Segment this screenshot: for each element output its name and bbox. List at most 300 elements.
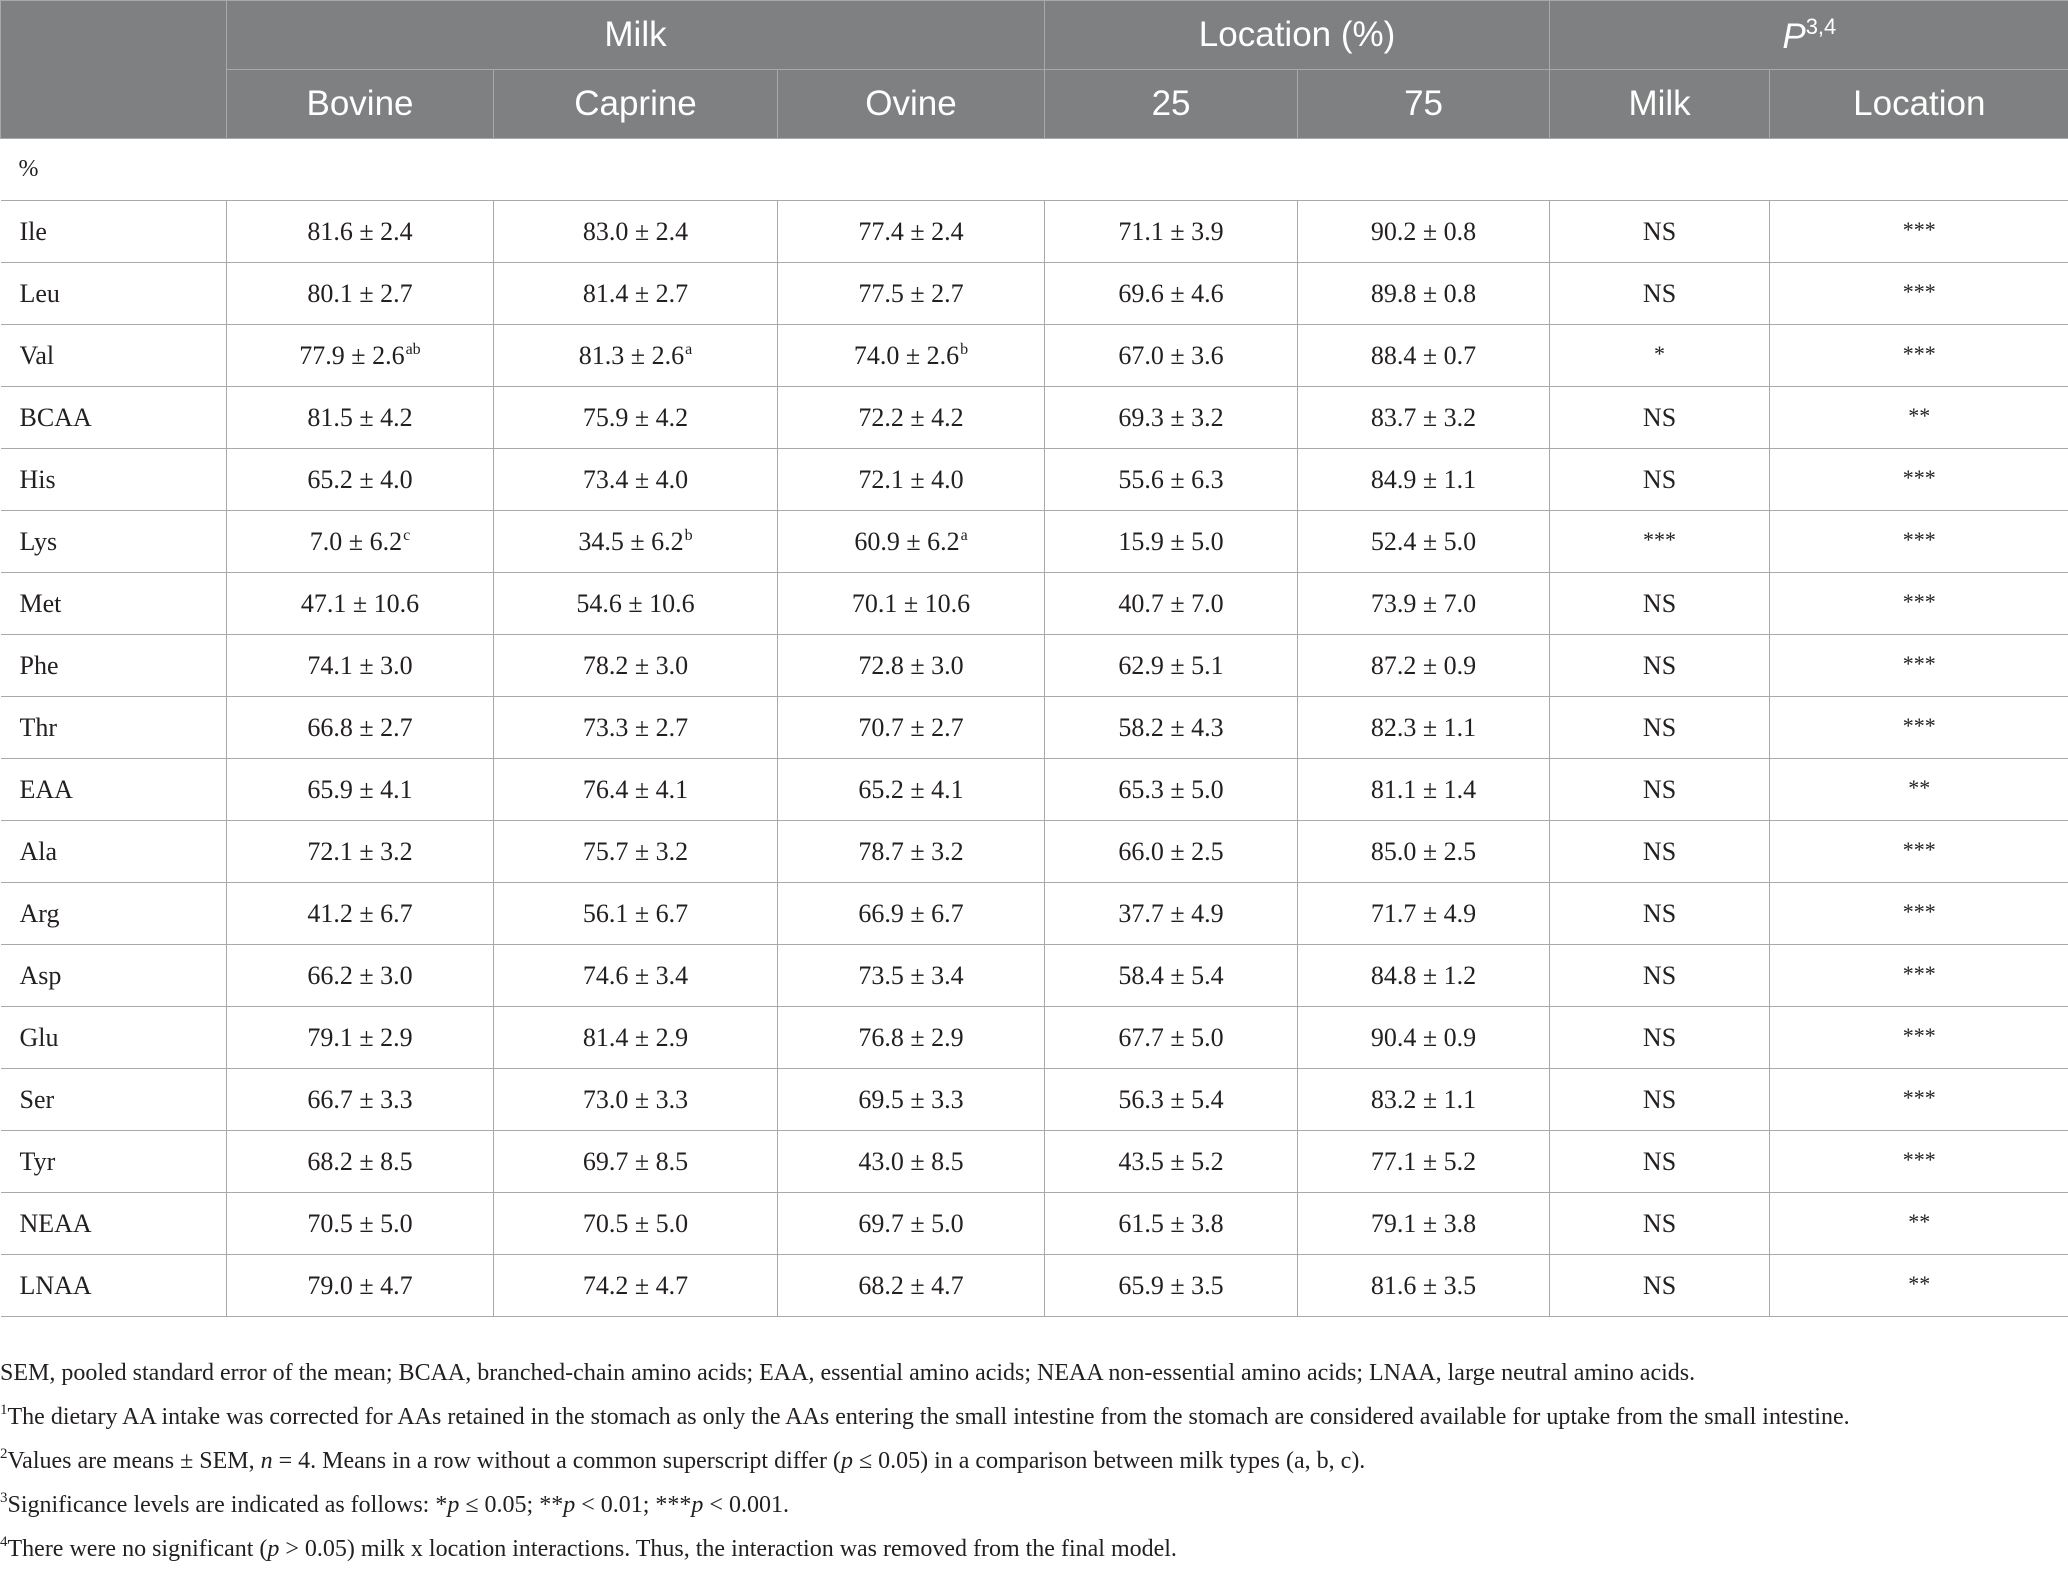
row-label: [1, 759, 227, 821]
row-label: [1, 1069, 227, 1131]
cell-location-25: [1045, 821, 1298, 883]
cell-location-25-value: 69.3 ± 3.2: [1118, 402, 1224, 432]
cell-caprine: [494, 263, 778, 325]
row-label: [1, 1131, 227, 1193]
cell-bovine: [227, 883, 494, 945]
cell-p-milk-value: *: [1654, 341, 1666, 366]
row-label-value: Ala: [19, 836, 58, 866]
cell-p-location: [1770, 201, 2068, 263]
cell-ovine-value: 72.2 ± 4.2: [858, 402, 964, 432]
cell-p-milk-value: NS: [1642, 464, 1677, 494]
cell-location-75: [1298, 325, 1550, 387]
footnote-2: [0, 1436, 2040, 1480]
header-caprine: Caprine: [494, 70, 778, 139]
cell-p-milk: [1550, 759, 1770, 821]
cell-bovine-value: 65.9 ± 4.1: [307, 774, 413, 804]
cell-location-25: [1045, 449, 1298, 511]
cell-location-25: [1045, 1255, 1298, 1317]
cell-bovine-value: 66.8 ± 2.7: [307, 712, 413, 742]
footnote-2-text-b: = 4. Means in a row without a common superscript differ (: [272, 1448, 841, 1474]
cell-p-milk-value: NS: [1642, 1270, 1677, 1300]
cell-p-milk: [1550, 945, 1770, 1007]
cell-p-milk: [1550, 573, 1770, 635]
cell-p-milk: [1550, 387, 1770, 449]
cell-caprine-value: 70.5 ± 5.0: [582, 1208, 689, 1238]
cell-location-25-value: 67.0 ± 3.6: [1118, 340, 1224, 370]
table-row: [1, 201, 2068, 263]
cell-bovine: [227, 449, 494, 511]
cell-location-75: [1298, 1131, 1550, 1193]
cell-bovine-value: 74.1 ± 3.0: [307, 650, 413, 680]
cell-bovine-value: 66.7 ± 3.3: [307, 1084, 413, 1114]
table-row: [1, 387, 2068, 449]
row-label-value: Glu: [19, 1022, 59, 1052]
cell-p-milk-value: NS: [1642, 960, 1677, 990]
footnote-2-text-c: ≤ 0.05) in a comparison between milk types (a, b, c).: [852, 1448, 1366, 1474]
cell-caprine: [494, 821, 778, 883]
table-body: [1, 139, 2068, 1317]
cell-ovine: [778, 1193, 1045, 1255]
cell-p-milk-value: NS: [1642, 898, 1677, 928]
table-row: [1, 759, 2068, 821]
cell-location-25: [1045, 201, 1298, 263]
footnote-2-p: p: [840, 1448, 853, 1474]
cell-p-milk-value: NS: [1642, 278, 1677, 308]
row-label: [1, 1255, 227, 1317]
cell-location-25: [1045, 635, 1298, 697]
cell-p-location-value: **: [1908, 1209, 1931, 1234]
table-row: [1, 1007, 2068, 1069]
cell-ovine-value: 76.8 ± 2.9: [858, 1022, 964, 1052]
cell-ovine-value: 60.9 ± 6.2: [854, 526, 960, 556]
table-row: [1, 263, 2068, 325]
row-label: [1, 945, 227, 1007]
footnote-4: [0, 1524, 2040, 1568]
cell-bovine: [227, 635, 494, 697]
cell-p-milk: [1550, 1069, 1770, 1131]
cell-p-milk: [1550, 201, 1770, 263]
cell-location-75-value: 83.2 ± 1.1: [1370, 1084, 1477, 1114]
cell-bovine-superscript: ab: [405, 340, 421, 358]
cell-location-75-value: 81.6 ± 3.5: [1370, 1270, 1477, 1300]
table-row: [1, 1255, 2068, 1317]
cell-location-25: [1045, 1069, 1298, 1131]
row-label-value: Leu: [19, 278, 60, 308]
cell-location-75-value: 81.1 ± 1.4: [1370, 774, 1477, 804]
cell-location-75: [1298, 201, 1550, 263]
table-row: [1, 1193, 2068, 1255]
cell-ovine: [778, 1131, 1045, 1193]
cell-location-25-value: 66.0 ± 2.5: [1118, 836, 1224, 866]
cell-p-milk-value: NS: [1642, 588, 1677, 618]
cell-bovine-value: 65.2 ± 4.0: [307, 464, 413, 494]
cell-bovine-value: 79.0 ± 4.7: [307, 1270, 413, 1300]
header-location-25: 25: [1045, 70, 1298, 139]
cell-bovine-value: 80.1 ± 2.7: [307, 278, 413, 308]
cell-caprine: [494, 201, 778, 263]
cell-p-milk: [1550, 325, 1770, 387]
cell-caprine-value: 75.7 ± 3.2: [582, 836, 689, 866]
header-ovine: Ovine: [778, 70, 1045, 139]
cell-ovine: [778, 1255, 1045, 1317]
cell-location-25-value: 58.2 ± 4.3: [1118, 712, 1224, 742]
cell-bovine-value: 72.1 ± 3.2: [307, 836, 413, 866]
footnote-abbreviations: SEM, pooled standard error of the mean; BCAA, branched-chain amino acids; EAA, essential amino acids; NEAA non-essential amino acids; LNAA, large neutral amino acids.: [0, 1360, 1696, 1386]
cell-ovine-value: 77.5 ± 2.7: [858, 278, 964, 308]
cell-caprine-value: 81.3 ± 2.6: [578, 340, 685, 370]
cell-ovine: [778, 759, 1045, 821]
footnote-3-mark: 3: [0, 1490, 8, 1506]
cell-ovine: [778, 263, 1045, 325]
cell-ovine: [778, 883, 1045, 945]
cell-caprine-value: 56.1 ± 6.7: [582, 898, 689, 928]
cell-location-25: [1045, 945, 1298, 1007]
cell-caprine: [494, 449, 778, 511]
cell-bovine: [227, 325, 494, 387]
cell-location-25-value: 65.9 ± 3.5: [1118, 1270, 1224, 1300]
row-label-value: Met: [19, 588, 62, 618]
cell-p-milk: [1550, 511, 1770, 573]
cell-location-25-value: 65.3 ± 5.0: [1118, 774, 1224, 804]
cell-p-milk: [1550, 1193, 1770, 1255]
cell-ovine: [778, 449, 1045, 511]
cell-p-location: [1770, 821, 2068, 883]
cell-bovine: [227, 387, 494, 449]
cell-p-location-value: ***: [1902, 341, 1936, 366]
header-location-group: Location (%): [1045, 1, 1550, 70]
cell-location-25: [1045, 511, 1298, 573]
header-p-location: Location: [1770, 70, 2068, 139]
cell-p-location-value: ***: [1902, 217, 1936, 242]
cell-location-75: [1298, 387, 1550, 449]
cell-p-milk-value: NS: [1642, 650, 1677, 680]
cell-location-25-value: 67.7 ± 5.0: [1118, 1022, 1224, 1052]
cell-p-milk: [1550, 1255, 1770, 1317]
row-label: [1, 387, 227, 449]
header-p-group: [1550, 1, 2068, 70]
cell-caprine-value: 73.0 ± 3.3: [582, 1084, 689, 1114]
cell-caprine-value: 74.2 ± 4.7: [582, 1270, 689, 1300]
cell-ovine-value: 70.7 ± 2.7: [858, 712, 964, 742]
p-letter: P: [1782, 16, 1806, 56]
row-label-value: Lys: [19, 526, 58, 556]
cell-bovine: [227, 1069, 494, 1131]
cell-caprine-value: 76.4 ± 4.1: [582, 774, 689, 804]
cell-location-75: [1298, 1069, 1550, 1131]
row-label-value: Thr: [19, 712, 58, 742]
cell-bovine-value: 66.2 ± 3.0: [307, 960, 413, 990]
cell-ovine: [778, 945, 1045, 1007]
cell-location-75-value: 79.1 ± 3.8: [1370, 1208, 1477, 1238]
row-label-value: His: [19, 464, 56, 494]
table-row: [1, 573, 2068, 635]
cell-caprine: [494, 1255, 778, 1317]
cell-ovine-value: 78.7 ± 3.2: [858, 836, 964, 866]
row-label: [1, 573, 227, 635]
row-label: [1, 1193, 227, 1255]
footnote-3-text-a: Significance levels are indicated as follows: *: [7, 1492, 448, 1518]
cell-ovine-superscript: b: [960, 340, 969, 358]
cell-location-75-value: 83.7 ± 3.2: [1370, 402, 1477, 432]
cell-ovine-value: 69.5 ± 3.3: [858, 1084, 964, 1114]
cell-bovine: [227, 1193, 494, 1255]
cell-location-75: [1298, 945, 1550, 1007]
cell-p-milk-value: NS: [1642, 1208, 1677, 1238]
row-label: [1, 821, 227, 883]
cell-p-location: [1770, 883, 2068, 945]
cell-p-location: [1770, 511, 2068, 573]
cell-p-location-value: ***: [1902, 651, 1936, 676]
cell-p-location: [1770, 1069, 2068, 1131]
cell-location-75: [1298, 883, 1550, 945]
footnote-2-n: n: [260, 1448, 273, 1474]
footnote-3-p2: p: [563, 1492, 576, 1518]
cell-caprine: [494, 1193, 778, 1255]
cell-bovine: [227, 821, 494, 883]
cell-caprine: [494, 1069, 778, 1131]
cell-location-75: [1298, 697, 1550, 759]
cell-location-75: [1298, 821, 1550, 883]
cell-p-location-value: ***: [1902, 1147, 1936, 1172]
cell-p-location-value: **: [1908, 775, 1931, 800]
cell-p-location: [1770, 1131, 2068, 1193]
cell-p-location: [1770, 1255, 2068, 1317]
cell-p-milk: [1550, 821, 1770, 883]
header-location-75: 75: [1298, 70, 1550, 139]
cell-ovine-value: 72.8 ± 3.0: [858, 650, 964, 680]
unit-row: [1, 139, 2068, 201]
cell-p-milk: [1550, 449, 1770, 511]
cell-location-25-value: 69.6 ± 4.6: [1118, 278, 1224, 308]
row-label-value: Asp: [19, 960, 62, 990]
row-label: [1, 449, 227, 511]
cell-p-location-value: ***: [1902, 279, 1936, 304]
cell-p-location-value: ***: [1902, 899, 1936, 924]
cell-p-milk-value: NS: [1642, 216, 1677, 246]
cell-p-location: [1770, 759, 2068, 821]
footnote-4-mark: 4: [0, 1534, 8, 1550]
cell-caprine-value: 78.2 ± 3.0: [582, 650, 689, 680]
cell-bovine: [227, 1131, 494, 1193]
cell-caprine-value: 81.4 ± 2.9: [582, 1022, 689, 1052]
row-label: [1, 263, 227, 325]
cell-p-location-value: ***: [1902, 527, 1936, 552]
row-label: [1, 635, 227, 697]
cell-location-75-value: 88.4 ± 0.7: [1370, 340, 1477, 370]
cell-caprine-value: 83.0 ± 2.4: [582, 216, 689, 246]
cell-p-milk-value: NS: [1642, 712, 1677, 742]
cell-caprine-value: 54.6 ± 10.6: [576, 588, 695, 618]
cell-p-location: [1770, 1193, 2068, 1255]
row-label-value: Val: [19, 340, 55, 370]
footnote-1: [0, 1392, 2040, 1436]
cell-location-75-value: 87.2 ± 0.9: [1370, 650, 1477, 680]
cell-p-location: [1770, 573, 2068, 635]
cell-location-75: [1298, 263, 1550, 325]
cell-bovine: [227, 573, 494, 635]
cell-ovine-value: 65.2 ± 4.1: [858, 774, 964, 804]
cell-bovine: [227, 201, 494, 263]
cell-caprine: [494, 1007, 778, 1069]
cell-location-25: [1045, 883, 1298, 945]
cell-bovine-value: 41.2 ± 6.7: [307, 898, 413, 928]
header-bovine: Bovine: [227, 70, 494, 139]
cell-caprine: [494, 1131, 778, 1193]
cell-location-25: [1045, 387, 1298, 449]
table-row: [1, 1131, 2068, 1193]
footnote-1-text: The dietary AA intake was corrected for AAs retained in the stomach as only the AAs entering the small intestine from the stomach are considered available for uptake from the small intestine.: [7, 1404, 1850, 1430]
cell-caprine-value: 81.4 ± 2.7: [582, 278, 689, 308]
cell-bovine-value: 47.1 ± 10.6: [300, 588, 420, 618]
cell-p-location: [1770, 1007, 2068, 1069]
cell-p-milk: [1550, 1131, 1770, 1193]
cell-p-milk: [1550, 263, 1770, 325]
cell-bovine: [227, 945, 494, 1007]
cell-bovine: [227, 697, 494, 759]
cell-p-milk: [1550, 697, 1770, 759]
cell-caprine: [494, 573, 778, 635]
cell-p-location: [1770, 697, 2068, 759]
cell-ovine-value: 66.9 ± 6.7: [858, 898, 964, 928]
cell-location-25-value: 58.4 ± 5.4: [1118, 960, 1224, 990]
table-row: [1, 821, 2068, 883]
cell-p-location-value: **: [1908, 403, 1931, 428]
cell-bovine-value: 68.2 ± 8.5: [307, 1146, 413, 1176]
cell-ovine-value: 72.1 ± 4.0: [858, 464, 964, 494]
table-row: [1, 1069, 2068, 1131]
row-label-value: BCAA: [19, 402, 92, 432]
cell-p-milk-value: NS: [1642, 774, 1677, 804]
cell-caprine: [494, 883, 778, 945]
cell-p-location-value: ***: [1902, 713, 1936, 738]
cell-location-25-value: 71.1 ± 3.9: [1118, 216, 1224, 246]
cell-location-25: [1045, 759, 1298, 821]
cell-bovine-value: 7.0 ± 6.2: [309, 526, 403, 556]
cell-location-25: [1045, 697, 1298, 759]
cell-location-25-value: 43.5 ± 5.2: [1118, 1146, 1224, 1176]
footnote-3-p3: p: [691, 1492, 704, 1518]
row-label: [1, 1007, 227, 1069]
cell-ovine-superscript: a: [960, 526, 968, 544]
cell-location-25: [1045, 1131, 1298, 1193]
row-label-value: Arg: [19, 898, 60, 928]
cell-ovine: [778, 387, 1045, 449]
cell-p-location: [1770, 635, 2068, 697]
footnote-3-text-c: < 0.01; ***: [575, 1492, 692, 1518]
cell-p-milk: [1550, 883, 1770, 945]
cell-location-75-value: 52.4 ± 5.0: [1370, 526, 1477, 556]
footnote-2-text-a: Values are means ± SEM,: [7, 1448, 261, 1474]
cell-ovine: [778, 201, 1045, 263]
cell-location-75-value: 84.9 ± 1.1: [1370, 464, 1477, 494]
cell-location-75: [1298, 759, 1550, 821]
cell-location-25: [1045, 325, 1298, 387]
cell-caprine-superscript: a: [685, 340, 693, 358]
cell-ovine-value: 70.1 ± 10.6: [851, 588, 971, 618]
cell-p-location-value: ***: [1902, 837, 1936, 862]
unit-label: %: [1, 139, 2068, 201]
cell-p-location-value: ***: [1902, 961, 1936, 986]
cell-caprine: [494, 325, 778, 387]
cell-ovine-value: 77.4 ± 2.4: [858, 216, 964, 246]
cell-caprine-superscript: b: [684, 526, 693, 544]
cell-location-25-value: 56.3 ± 5.4: [1118, 1084, 1224, 1114]
cell-bovine-value: 70.5 ± 5.0: [307, 1208, 413, 1238]
cell-location-25: [1045, 1193, 1298, 1255]
cell-ovine: [778, 697, 1045, 759]
row-label: [1, 325, 227, 387]
cell-location-75: [1298, 573, 1550, 635]
cell-location-25: [1045, 263, 1298, 325]
footnote-4-p: p: [267, 1536, 280, 1562]
cell-location-75-value: 77.1 ± 5.2: [1370, 1146, 1477, 1176]
row-label-value: Phe: [19, 650, 59, 680]
table-row: [1, 325, 2068, 387]
footnote-4-text-b: > 0.05) milk x location interactions. Thus, the interaction was removed from the final model.: [279, 1536, 1177, 1562]
cell-caprine: [494, 759, 778, 821]
cell-p-location-value: ***: [1902, 1023, 1936, 1048]
footnote-3-p1: p: [447, 1492, 460, 1518]
row-label: [1, 201, 227, 263]
table-row: [1, 511, 2068, 573]
cell-caprine-value: 74.6 ± 3.4: [582, 960, 689, 990]
cell-ovine-value: 69.7 ± 5.0: [858, 1208, 964, 1238]
cell-p-milk-value: NS: [1642, 1146, 1677, 1176]
cell-ovine: [778, 573, 1045, 635]
cell-bovine-value: 81.6 ± 2.4: [307, 216, 413, 246]
row-label-value: Tyr: [19, 1146, 56, 1176]
cell-location-25-value: 37.7 ± 4.9: [1118, 898, 1224, 928]
cell-location-25-value: 15.9 ± 5.0: [1118, 526, 1224, 556]
cell-bovine-value: 79.1 ± 2.9: [307, 1022, 413, 1052]
cell-ovine-value: 43.0 ± 8.5: [858, 1146, 964, 1176]
cell-caprine: [494, 387, 778, 449]
footnote-3-text-b: ≤ 0.05; **: [459, 1492, 564, 1518]
cell-location-75-value: 90.4 ± 0.9: [1370, 1022, 1477, 1052]
cell-caprine-value: 34.5 ± 6.2: [578, 526, 684, 556]
cell-caprine: [494, 635, 778, 697]
cell-location-75-value: 82.3 ± 1.1: [1370, 712, 1477, 742]
cell-p-milk-value: NS: [1642, 1022, 1677, 1052]
cell-bovine: [227, 263, 494, 325]
cell-caprine-value: 73.3 ± 2.7: [582, 712, 689, 742]
header-milk-group: Milk: [227, 1, 1045, 70]
cell-bovine: [227, 759, 494, 821]
cell-p-location-value: **: [1908, 1271, 1931, 1296]
cell-ovine: [778, 1007, 1045, 1069]
cell-caprine: [494, 945, 778, 1007]
cell-p-location: [1770, 325, 2068, 387]
cell-bovine: [227, 1255, 494, 1317]
header-p-milk: Milk: [1550, 70, 1770, 139]
cell-ovine: [778, 325, 1045, 387]
cell-location-25-value: 55.6 ± 6.3: [1118, 464, 1224, 494]
cell-location-75-value: 84.8 ± 1.2: [1370, 960, 1477, 990]
footnote-1-mark: 1: [0, 1402, 8, 1418]
row-label-value: NEAA: [19, 1208, 92, 1238]
table-row: [1, 449, 2068, 511]
cell-location-25-value: 62.9 ± 5.1: [1118, 650, 1224, 680]
cell-caprine-value: 75.9 ± 4.2: [582, 402, 689, 432]
cell-location-25: [1045, 573, 1298, 635]
table-row: [1, 635, 2068, 697]
cell-location-75-value: 71.7 ± 4.9: [1370, 898, 1477, 928]
cell-p-location: [1770, 449, 2068, 511]
cell-ovine-value: 74.0 ± 2.6: [853, 340, 960, 370]
cell-caprine: [494, 697, 778, 759]
row-label-value: EAA: [19, 774, 73, 804]
cell-location-25-value: 61.5 ± 3.8: [1118, 1208, 1224, 1238]
